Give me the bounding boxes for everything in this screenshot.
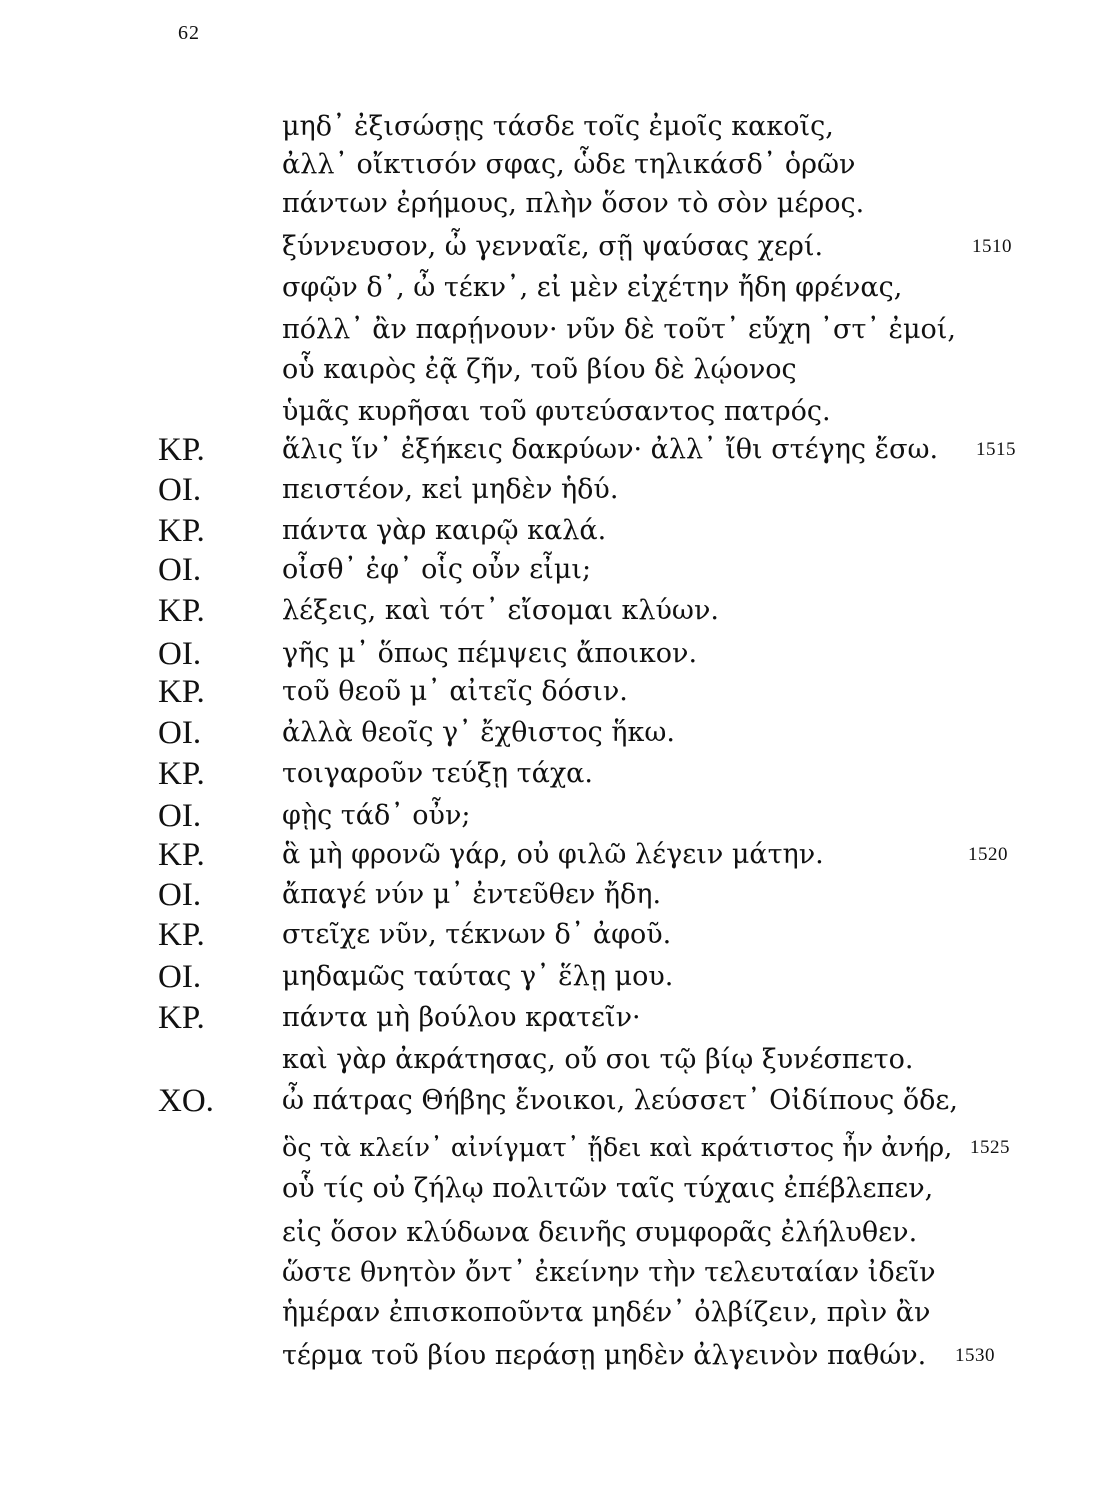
- verse-line: [0, 1336, 1113, 1376]
- verse-text: ἅλις ἵν᾽ ἐξήκεις δακρύων· ἀλλ᾽ ἴθι στέγης ἔσω.: [282, 434, 939, 465]
- speaker-label: ΚΡ.: [158, 1000, 205, 1036]
- verse-line: [0, 107, 1113, 147]
- speaker-label: ΟΙ.: [158, 798, 202, 834]
- verse-line: [0, 184, 1113, 224]
- verse-text: ξύννευσον, ὦ γενναῖε, σῇ ψαύσας χερί.: [282, 231, 824, 262]
- verse-line: [0, 875, 1113, 915]
- verse-text: καὶ γὰρ ἀκράτησας, οὔ σοι τῷ βίῳ ξυνέσπετο.: [282, 1044, 914, 1075]
- verse-text: μηδ᾽ ἐξισώσῃς τάσδε τοῖς ἐμοῖς κακοῖς,: [282, 111, 834, 142]
- speaker-label: ΚΡ.: [158, 432, 205, 468]
- verse-line: [0, 957, 1113, 997]
- verse-line: [0, 1040, 1113, 1080]
- page-number: 62: [178, 22, 200, 44]
- verse-text: μηδαμῶς ταύτας γ᾽ ἕλῃ μου.: [282, 961, 674, 992]
- verse-text: οὗ καιρὸς ἐᾷ ζῆν, τοῦ βίου δὲ λῴονος: [282, 354, 797, 385]
- verse-line: [0, 310, 1113, 350]
- verse-text: πάντα γὰρ καιρῷ καλά.: [282, 515, 607, 546]
- speaker-label: ΟΙ.: [158, 877, 202, 913]
- speaker-label: ΚΡ.: [158, 837, 205, 873]
- line-number: 1520: [968, 844, 1008, 865]
- speaker-label: ΟΙ.: [158, 472, 202, 508]
- verse-line: [0, 915, 1113, 955]
- verse-text: σφῷν δ᾽, ὦ τέκν᾽, εἰ μὲν εἰχέτην ἤδη φρένας,: [282, 272, 903, 303]
- verse-text: τοιγαροῦν τεύξῃ τάχα.: [282, 758, 594, 789]
- speaker-label: ΟΙ.: [158, 959, 202, 995]
- verse-text: ἀλλ᾽ οἴκτισόν σφας, ὧδε τηλικάσδ᾽ ὁρῶν: [282, 149, 856, 180]
- verse-line: [0, 227, 1113, 267]
- verse-line: [0, 268, 1113, 308]
- verse-text: πάντα μὴ βούλου κρατεῖν·: [282, 1002, 641, 1033]
- verse-line: [0, 754, 1113, 794]
- verse-text: ὃς τὰ κλείν᾽ αἰνίγματ᾽ ᾔδει καὶ κράτιστος ἦν ἀνήρ,: [282, 1133, 953, 1163]
- verse-line: [0, 713, 1113, 753]
- verse-text: στεῖχε νῦν, τέκνων δ᾽ ἀφοῦ.: [282, 919, 672, 950]
- verse-line: [0, 145, 1113, 185]
- verse-line: [0, 998, 1113, 1038]
- line-number: 1515: [976, 439, 1016, 460]
- line-number: 1530: [955, 1345, 995, 1366]
- verse-text: ἡμέραν ἐπισκοποῦντα μηδέν᾽ ὀλβίζειν, πρὶν ἂν: [282, 1297, 931, 1328]
- speaker-label: ΧΟ.: [158, 1083, 214, 1119]
- verse-text: φῂς τάδ᾽ οὖν;: [282, 800, 471, 831]
- verse-text: οἶσθ᾽ ἐφ᾽ οἷς οὖν εἶμι;: [282, 554, 592, 585]
- verse-line: [0, 392, 1113, 432]
- verse-text: ὥστε θνητὸν ὄντ᾽ ἐκείνην τὴν τελευταίαν ἰδεῖν: [282, 1257, 936, 1288]
- verse-text: πειστέον, κεἰ μηδὲν ἡδύ.: [282, 474, 619, 505]
- verse-text: ὦ πάτρας Θήβης ἔνοικοι, λεύσσετ᾽ Οἰδίπους ὅδε,: [282, 1085, 958, 1116]
- verse-text: οὗ τίς οὐ ζήλῳ πολιτῶν ταῖς τύχαις ἐπέβλεπεν,: [282, 1173, 934, 1204]
- verse-text: πόλλ᾽ ἂν παρῄνουν· νῦν δὲ τοῦτ᾽ εὔχη ᾽στ᾽ ἐμοί,: [282, 314, 956, 345]
- speaker-label: ΟΙ.: [158, 552, 202, 588]
- verse-line: [0, 835, 1113, 875]
- verse-text: ἃ μὴ φρονῶ γάρ, οὐ φιλῶ λέγειν μάτην.: [282, 839, 824, 870]
- verse-text: τέρμα τοῦ βίου περάσῃ μηδὲν ἀλγεινὸν παθών.: [282, 1340, 927, 1371]
- verse-line: [0, 591, 1113, 631]
- verse-text: τοῦ θεοῦ μ᾽ αἰτεῖς δόσιν.: [282, 676, 628, 707]
- speaker-label: ΟΙ.: [158, 715, 202, 751]
- verse-line: [0, 1128, 1113, 1168]
- speaker-label: ΚΡ.: [158, 756, 205, 792]
- verse-text: ἄπαγέ νύν μ᾽ ἐντεῦθεν ἤδη.: [282, 879, 662, 910]
- line-number: 1510: [972, 236, 1012, 257]
- line-number: 1525: [970, 1137, 1010, 1158]
- verse-text: πάντων ἐρήμους, πλὴν ὅσον τὸ σὸν μέρος.: [282, 188, 865, 219]
- verse-line: [0, 1253, 1113, 1293]
- verse-line: [0, 430, 1113, 470]
- verse-line: [0, 511, 1113, 551]
- verse-text: λέξεις, καὶ τότ᾽ εἴσομαι κλύων.: [282, 595, 719, 626]
- verse-line: [0, 1213, 1113, 1253]
- verse-line: [0, 470, 1113, 510]
- verse-line: [0, 634, 1113, 674]
- verse-text: εἰς ὅσον κλύδωνα δεινῆς συμφορᾶς ἐλήλυθεν.: [282, 1217, 918, 1248]
- verse-line: [0, 672, 1113, 712]
- verse-line: [0, 796, 1113, 836]
- verse-text: ἀλλὰ θεοῖς γ᾽ ἔχθιστος ἥκω.: [282, 717, 675, 748]
- speaker-label: ΚΡ.: [158, 593, 205, 629]
- verse-text: γῆς μ᾽ ὅπως πέμψεις ἄποικον.: [282, 638, 698, 669]
- speaker-label: ΟΙ.: [158, 636, 202, 672]
- speaker-label: ΚΡ.: [158, 917, 205, 953]
- verse-line: [0, 350, 1113, 390]
- verse-line: [0, 1293, 1113, 1333]
- verse-line: [0, 550, 1113, 590]
- verse-line: [0, 1081, 1113, 1121]
- verse-line: [0, 1169, 1113, 1209]
- verse-text: ὑμᾶς κυρῆσαι τοῦ φυτεύσαντος πατρός.: [282, 396, 831, 427]
- speaker-label: ΚΡ.: [158, 513, 205, 549]
- speaker-label: ΚΡ.: [158, 674, 205, 710]
